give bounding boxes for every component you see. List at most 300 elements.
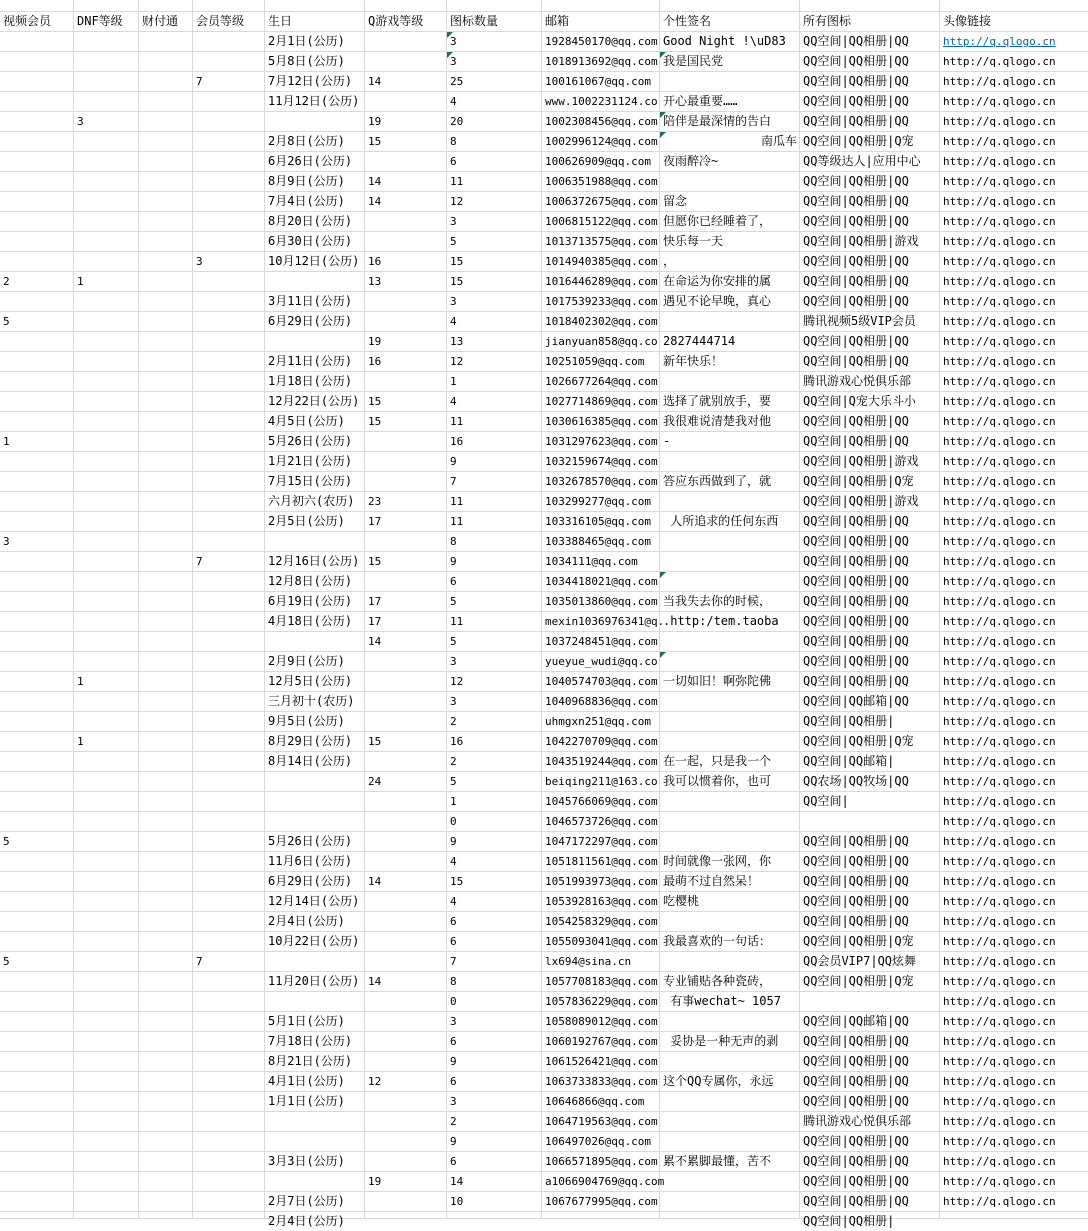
cell-icon-count[interactable]: 11 xyxy=(447,492,542,512)
cell-icon-count[interactable]: 5 xyxy=(447,592,542,612)
cell-email[interactable]: 1047172297@qq.com xyxy=(542,832,660,852)
cell-birthday[interactable]: 5月8日(公历) xyxy=(265,52,365,72)
cell-avatar-link[interactable]: http://q.qlogo.cn xyxy=(940,692,1088,712)
cell-signature[interactable] xyxy=(660,452,800,472)
cell-all-icons[interactable]: QQ空间|Q宠大乐斗小 xyxy=(800,392,940,412)
cell-signature[interactable]: 人所追求的任何东西 xyxy=(660,512,800,532)
cell-game-level[interactable]: 17 xyxy=(365,512,447,532)
cell-dnf-level[interactable] xyxy=(74,612,139,632)
cell-icon-count[interactable]: 11 xyxy=(447,412,542,432)
cell-signature[interactable]: 一切如旧！啊弥陀佛 xyxy=(660,672,800,692)
cell-icon-count[interactable]: 4 xyxy=(447,312,542,332)
cell-video-vip[interactable] xyxy=(0,332,74,352)
cell-tenpay[interactable] xyxy=(139,252,193,272)
cell-email[interactable]: 1040574703@qq.com xyxy=(542,672,660,692)
cell-member-level[interactable] xyxy=(193,272,265,292)
cell-avatar-link[interactable]: http://q.qlogo.cn xyxy=(940,152,1088,172)
cell-member-level[interactable] xyxy=(193,32,265,52)
header-icon-count[interactable]: 图标数量 xyxy=(447,12,542,32)
cell-birthday[interactable] xyxy=(265,332,365,352)
cell-birthday[interactable] xyxy=(265,532,365,552)
header-email[interactable]: 邮箱 xyxy=(542,12,660,32)
cell-all-icons[interactable]: QQ空间|QQ邮箱|QQ xyxy=(800,692,940,712)
cell-signature[interactable] xyxy=(660,952,800,972)
cell-all-icons[interactable]: QQ空间|QQ相册|QQ xyxy=(800,1052,940,1072)
cell-icon-count[interactable]: 6 xyxy=(447,152,542,172)
cell-member-level[interactable] xyxy=(193,612,265,632)
cell-member-level[interactable] xyxy=(193,192,265,212)
cell-icon-count[interactable]: 6 xyxy=(447,1032,542,1052)
cell-birthday[interactable] xyxy=(265,992,365,1012)
cell-signature[interactable]: 有事wechat~ 1057 xyxy=(660,992,800,1012)
cell-birthday[interactable]: 2月11日(公历) xyxy=(265,352,365,372)
cell-member-level[interactable] xyxy=(193,432,265,452)
header-birthday[interactable]: 生日 xyxy=(265,12,365,32)
cell-email[interactable]: 1002996124@qq.com xyxy=(542,132,660,152)
cell-signature[interactable] xyxy=(660,712,800,732)
cell-all-icons[interactable]: QQ空间|QQ相册|QQ xyxy=(800,592,940,612)
cell-icon-count[interactable]: 3 xyxy=(447,292,542,312)
cell-avatar-link[interactable]: http://q.qlogo.cn xyxy=(940,852,1088,872)
cell-email[interactable]: 1034418021@qq.com xyxy=(542,572,660,592)
cell-dnf-level[interactable]: 1 xyxy=(74,672,139,692)
cell-game-level[interactable]: 23 xyxy=(365,492,447,512)
cell-all-icons[interactable]: 腾讯游戏心悦俱乐部 xyxy=(800,1112,940,1132)
cell-dnf-level[interactable]: 1 xyxy=(74,272,139,292)
cell-tenpay[interactable] xyxy=(139,732,193,752)
cell-member-level[interactable] xyxy=(193,412,265,432)
cell-icon-count[interactable]: 16 xyxy=(447,732,542,752)
cell-dnf-level[interactable] xyxy=(74,1132,139,1152)
cell-tenpay[interactable] xyxy=(139,372,193,392)
cell-signature[interactable] xyxy=(660,1112,800,1132)
cell-tenpay[interactable] xyxy=(139,352,193,372)
cell-game-level[interactable] xyxy=(365,852,447,872)
cell-email[interactable]: uhmgxn251@qq.com xyxy=(542,712,660,732)
cell-member-level[interactable] xyxy=(193,532,265,552)
cell-email[interactable]: 1054258329@qq.com xyxy=(542,912,660,932)
cell-member-level[interactable] xyxy=(193,872,265,892)
cell-game-level[interactable] xyxy=(365,32,447,52)
cell-tenpay[interactable] xyxy=(139,312,193,332)
cell-all-icons[interactable]: QQ空间|QQ相册|QQ xyxy=(800,72,940,92)
cell-email[interactable]: 1042270709@qq.com xyxy=(542,732,660,752)
cell-member-level[interactable] xyxy=(193,972,265,992)
cell-signature[interactable] xyxy=(660,1012,800,1032)
cell-email[interactable]: 1066571895@qq.com xyxy=(542,1152,660,1172)
cell-birthday[interactable] xyxy=(265,772,365,792)
cell-video-vip[interactable] xyxy=(0,712,74,732)
cell-video-vip[interactable] xyxy=(0,972,74,992)
cell-game-level[interactable]: 14 xyxy=(365,872,447,892)
cell-email[interactable]: 1057836229@qq.com xyxy=(542,992,660,1012)
cell-game-level[interactable]: 15 xyxy=(365,732,447,752)
cell-member-level[interactable] xyxy=(193,1152,265,1172)
cell-birthday[interactable]: 10月22日(公历) xyxy=(265,932,365,952)
cell-dnf-level[interactable] xyxy=(74,292,139,312)
cell-avatar-link[interactable]: http://q.qlogo.cn xyxy=(940,1132,1088,1152)
cell-all-icons[interactable]: QQ会员VIP7|QQ炫舞 xyxy=(800,952,940,972)
cell-member-level[interactable] xyxy=(193,892,265,912)
cell-email[interactable]: 1031297623@qq.com xyxy=(542,432,660,452)
cell-birthday[interactable]: 8月29日(公历) xyxy=(265,732,365,752)
cell-game-level[interactable] xyxy=(365,292,447,312)
cell-video-vip[interactable] xyxy=(0,92,74,112)
cell-member-level[interactable] xyxy=(193,312,265,332)
cell-game-level[interactable] xyxy=(365,752,447,772)
cell-video-vip[interactable] xyxy=(0,132,74,152)
cell-dnf-level[interactable] xyxy=(74,832,139,852)
cell-email[interactable]: 1030616385@qq.com xyxy=(542,412,660,432)
cell-game-level[interactable]: 14 xyxy=(365,172,447,192)
cell-all-icons[interactable]: QQ空间|QQ相册| xyxy=(800,712,940,732)
cell-avatar-link[interactable]: http://q.qlogo.cn xyxy=(940,232,1088,252)
cell-avatar-link[interactable]: http://q.qlogo.cn xyxy=(940,732,1088,752)
cell-birthday[interactable] xyxy=(265,272,365,292)
cell-all-icons[interactable]: QQ空间|QQ相册|QQ xyxy=(800,852,940,872)
cell-all-icons[interactable]: QQ空间| xyxy=(800,792,940,812)
cell-video-vip[interactable] xyxy=(0,872,74,892)
cell-tenpay[interactable] xyxy=(139,1152,193,1172)
cell-avatar-link[interactable]: http://q.qlogo.cn xyxy=(940,192,1088,212)
cell-icon-count[interactable]: 3 xyxy=(447,32,542,52)
cell-dnf-level[interactable] xyxy=(74,772,139,792)
cell-signature[interactable]: 这个QQ专属你，永远 xyxy=(660,1072,800,1092)
cell-all-icons[interactable]: QQ空间|QQ相册|游戏 xyxy=(800,232,940,252)
cell-birthday[interactable] xyxy=(265,1132,365,1152)
cell-member-level[interactable] xyxy=(193,392,265,412)
cell-tenpay[interactable] xyxy=(139,272,193,292)
cell-video-vip[interactable] xyxy=(0,1072,74,1092)
cell-signature[interactable] xyxy=(660,632,800,652)
cell-video-vip[interactable] xyxy=(0,612,74,632)
cell-email[interactable]: 1016446289@qq.com xyxy=(542,272,660,292)
avatar-hyperlink[interactable]: http://q.qlogo.cn xyxy=(943,35,1056,48)
cell-dnf-level[interactable] xyxy=(74,1072,139,1092)
cell-birthday[interactable]: 4月18日(公历) xyxy=(265,612,365,632)
cell-birthday[interactable]: 12月14日(公历) xyxy=(265,892,365,912)
cell-all-icons[interactable]: QQ空间|QQ相册|QQ xyxy=(800,892,940,912)
cell-email[interactable]: 1040968836@qq.com xyxy=(542,692,660,712)
cell-avatar-link[interactable]: http://q.qlogo.cn xyxy=(940,832,1088,852)
cell-avatar-link[interactable]: http://q.qlogo.cn xyxy=(940,632,1088,652)
cell-birthday[interactable]: 3月3日(公历) xyxy=(265,1152,365,1172)
cell-dnf-level[interactable] xyxy=(74,752,139,772)
cell-signature[interactable] xyxy=(660,572,800,592)
cell-avatar-link[interactable]: http://q.qlogo.cn xyxy=(940,1032,1088,1052)
cell-avatar-link[interactable]: http://q.qlogo.cn xyxy=(940,1092,1088,1112)
cell-avatar-link[interactable]: http://q.qlogo.cn xyxy=(940,672,1088,692)
cell-birthday[interactable]: 4月5日(公历) xyxy=(265,412,365,432)
cell-avatar-link[interactable]: http://q.qlogo.cn xyxy=(940,572,1088,592)
cell-signature[interactable]: 陪伴是最深情的告白 xyxy=(660,112,800,132)
cell-icon-count[interactable]: 9 xyxy=(447,1052,542,1072)
cell-all-icons[interactable]: QQ空间|QQ相册|QQ xyxy=(800,92,940,112)
cell-all-icons[interactable]: QQ空间|QQ相册|QQ xyxy=(800,1152,940,1172)
cell-email[interactable]: 1046573726@qq.com xyxy=(542,812,660,832)
cell-dnf-level[interactable] xyxy=(74,1032,139,1052)
cell-tenpay[interactable] xyxy=(139,512,193,532)
cell-member-level[interactable] xyxy=(193,932,265,952)
cell-icon-count[interactable]: 5 xyxy=(447,232,542,252)
cell-video-vip[interactable] xyxy=(0,1032,74,1052)
cell-icon-count[interactable]: 4 xyxy=(447,892,542,912)
cell-dnf-level[interactable] xyxy=(74,532,139,552)
cell-email[interactable]: 1002308456@qq.com xyxy=(542,112,660,132)
cell-avatar-link[interactable]: http://q.qlogo.cn xyxy=(940,552,1088,572)
cell-member-level[interactable] xyxy=(193,512,265,532)
cell-dnf-level[interactable] xyxy=(74,332,139,352)
cell-email[interactable]: 1063733833@qq.com xyxy=(542,1072,660,1092)
cell-dnf-level[interactable] xyxy=(74,192,139,212)
cell-tenpay[interactable] xyxy=(139,792,193,812)
cell-birthday[interactable] xyxy=(265,1112,365,1132)
cell-icon-count[interactable]: 1 xyxy=(447,792,542,812)
cell-dnf-level[interactable] xyxy=(74,52,139,72)
cell-dnf-level[interactable] xyxy=(74,992,139,1012)
cell-game-level[interactable]: 12 xyxy=(365,1072,447,1092)
cell-all-icons[interactable]: 腾讯视频5级VIP会员 xyxy=(800,312,940,332)
cell-dnf-level[interactable] xyxy=(74,232,139,252)
cell-all-icons[interactable]: QQ空间|QQ相册|游戏 xyxy=(800,452,940,472)
cell-avatar-link[interactable]: http://q.qlogo.cn xyxy=(940,932,1088,952)
cell-signature[interactable]: 我最喜欢的一句话： xyxy=(660,932,800,952)
cell-member-level[interactable] xyxy=(193,472,265,492)
cell-icon-count[interactable]: 20 xyxy=(447,112,542,132)
header-video-vip[interactable]: 视频会员 xyxy=(0,12,74,32)
cell-member-level[interactable] xyxy=(193,212,265,232)
cell-all-icons[interactable]: QQ空间|QQ相册|QQ xyxy=(800,512,940,532)
cell-tenpay[interactable] xyxy=(139,612,193,632)
cell-signature[interactable]: 但愿你已经睡着了， xyxy=(660,212,800,232)
cell-icon-count[interactable]: 15 xyxy=(447,252,542,272)
cell-icon-count[interactable]: 6 xyxy=(447,912,542,932)
cell-all-icons[interactable]: QQ空间|QQ相册|QQ xyxy=(800,612,940,632)
cell-birthday[interactable]: 5月26日(公历) xyxy=(265,832,365,852)
cell-signature[interactable] xyxy=(660,812,800,832)
cell-tenpay[interactable] xyxy=(139,832,193,852)
cell-tenpay[interactable] xyxy=(139,112,193,132)
cell-all-icons[interactable]: QQ空间|QQ相册|Q宠 xyxy=(800,472,940,492)
cell-icon-count[interactable]: 4 xyxy=(447,852,542,872)
cell-birthday[interactable]: 12月16日(公历) xyxy=(265,552,365,572)
cell-birthday[interactable]: 1月1日(公历) xyxy=(265,1092,365,1112)
cell-video-vip[interactable] xyxy=(0,812,74,832)
cell-all-icons[interactable]: QQ空间|QQ相册|QQ xyxy=(800,832,940,852)
cell-signature[interactable]: 快乐每一天 xyxy=(660,232,800,252)
cell-all-icons[interactable]: QQ空间|QQ相册|游戏 xyxy=(800,492,940,512)
cell-avatar-link[interactable]: http://q.qlogo.cn xyxy=(940,912,1088,932)
cell-email[interactable]: 1018913692@qq.com xyxy=(542,52,660,72)
cell-member-level[interactable] xyxy=(193,1112,265,1132)
cell-email[interactable]: 1017539233@qq.com xyxy=(542,292,660,312)
cell-game-level[interactable] xyxy=(365,712,447,732)
cell-tenpay[interactable] xyxy=(139,392,193,412)
cell-tenpay[interactable] xyxy=(139,172,193,192)
cell-dnf-level[interactable] xyxy=(74,932,139,952)
cell-all-icons[interactable]: QQ空间|QQ相册|QQ xyxy=(800,652,940,672)
cell-birthday[interactable]: 六月初六(农历) xyxy=(265,492,365,512)
cell-tenpay[interactable] xyxy=(139,1172,193,1192)
cell-birthday[interactable]: 11月6日(公历) xyxy=(265,852,365,872)
cell-avatar-link[interactable]: http://q.qlogo.cn xyxy=(940,992,1088,1012)
cell-avatar-link[interactable]: http://q.qlogo.cn xyxy=(940,352,1088,372)
cell-dnf-level[interactable] xyxy=(74,952,139,972)
cell-signature[interactable]: 最萌不过自然呆！ xyxy=(660,872,800,892)
cell-avatar-link[interactable]: http://q.qlogo.cn xyxy=(940,52,1088,72)
cell-all-icons[interactable]: QQ空间|QQ相册|QQ xyxy=(800,212,940,232)
cell-tenpay[interactable] xyxy=(139,1092,193,1112)
cell-avatar-link[interactable]: http://q.qlogo.cn xyxy=(940,212,1088,232)
cell-member-level[interactable] xyxy=(193,752,265,772)
cell-icon-count[interactable]: 2 xyxy=(447,1112,542,1132)
cell-tenpay[interactable] xyxy=(139,52,193,72)
cell-member-level[interactable] xyxy=(193,1012,265,1032)
cell-email[interactable]: 1006372675@qq.com xyxy=(542,192,660,212)
cell-avatar-link[interactable]: http://q.qlogo.cn xyxy=(940,1012,1088,1032)
cell-member-level-empty[interactable] xyxy=(193,0,265,12)
cell-all-icons[interactable]: QQ空间|QQ相册|QQ xyxy=(800,632,940,652)
cell-email[interactable]: www.1002231124.co xyxy=(542,92,660,112)
cell-avatar-link[interactable]: http://q.qlogo.cn xyxy=(940,452,1088,472)
cell-avatar-link[interactable]: http://q.qlogo.cn xyxy=(940,272,1088,292)
cell-tenpay[interactable] xyxy=(139,192,193,212)
cell-tenpay[interactable] xyxy=(139,892,193,912)
header-avatar-link[interactable]: 头像链接 xyxy=(940,12,1088,32)
cell-video-vip[interactable] xyxy=(0,72,74,92)
cell-birthday[interactable]: 2月4日(公历) xyxy=(265,1212,365,1219)
cell-game-level[interactable] xyxy=(365,212,447,232)
cell-all-icons[interactable]: QQ空间|QQ邮箱|QQ xyxy=(800,1012,940,1032)
cell-member-level[interactable] xyxy=(193,852,265,872)
cell-tenpay[interactable] xyxy=(139,1012,193,1032)
cell-signature[interactable]: 时间就像一张网，你 xyxy=(660,852,800,872)
cell-birthday[interactable]: 11月12日(公历) xyxy=(265,92,365,112)
cell-game-level[interactable] xyxy=(365,1012,447,1032)
cell-video-vip[interactable] xyxy=(0,732,74,752)
cell-birthday[interactable]: 9月5日(公历) xyxy=(265,712,365,732)
cell-email[interactable]: 1006815122@qq.com xyxy=(542,212,660,232)
cell-member-level[interactable] xyxy=(193,112,265,132)
cell-icon-count[interactable]: 3 xyxy=(447,52,542,72)
cell-dnf-level[interactable] xyxy=(74,972,139,992)
cell-signature[interactable] xyxy=(660,1172,800,1192)
cell-email[interactable]: 10251059@qq.com xyxy=(542,352,660,372)
cell-member-level[interactable] xyxy=(193,52,265,72)
cell-dnf-level[interactable] xyxy=(74,1192,139,1212)
cell-birthday[interactable]: 7月18日(公历) xyxy=(265,1032,365,1052)
cell-member-level[interactable] xyxy=(193,1052,265,1072)
cell-email[interactable]: 100161067@qq.com xyxy=(542,72,660,92)
cell-member-level[interactable] xyxy=(193,712,265,732)
cell-signature[interactable]: 累不累脚最懂，苦不 xyxy=(660,1152,800,1172)
cell-avatar-link[interactable]: http://q.qlogo.cn xyxy=(940,772,1088,792)
cell-all-icons[interactable]: QQ空间|QQ相册|QQ xyxy=(800,432,940,452)
cell-icon-count-empty[interactable] xyxy=(447,0,542,12)
cell-tenpay[interactable] xyxy=(139,412,193,432)
cell-dnf-level[interactable] xyxy=(74,892,139,912)
cell-dnf-level[interactable] xyxy=(74,472,139,492)
cell-tenpay[interactable] xyxy=(139,772,193,792)
cell-game-level[interactable] xyxy=(365,1132,447,1152)
cell-game-level[interactable]: 15 xyxy=(365,132,447,152)
cell-all-icons[interactable]: QQ空间|QQ相册|QQ xyxy=(800,52,940,72)
cell-icon-count[interactable]: 2 xyxy=(447,712,542,732)
cell-icon-count[interactable]: 5 xyxy=(447,772,542,792)
cell-email[interactable]: 1013713575@qq.com xyxy=(542,232,660,252)
cell-tenpay[interactable] xyxy=(139,992,193,1012)
cell-all-icons[interactable]: QQ空间|QQ相册|QQ xyxy=(800,672,940,692)
cell-email[interactable]: 1064719563@qq.com xyxy=(542,1112,660,1132)
cell-avatar-link[interactable]: http://q.qlogo.cn xyxy=(940,72,1088,92)
cell-signature[interactable] xyxy=(660,652,800,672)
cell-birthday[interactable]: 8月14日(公历) xyxy=(265,752,365,772)
cell-video-vip[interactable] xyxy=(0,492,74,512)
cell-game-level[interactable] xyxy=(365,572,447,592)
cell-all-icons[interactable]: QQ空间|QQ相册|QQ xyxy=(800,292,940,312)
cell-member-level[interactable] xyxy=(193,572,265,592)
cell-icon-count[interactable]: 11 xyxy=(447,172,542,192)
cell-all-icons[interactable]: QQ空间|QQ相册|QQ xyxy=(800,1072,940,1092)
cell-icon-count[interactable]: 15 xyxy=(447,272,542,292)
cell-signature[interactable]: 开心最重要…… xyxy=(660,92,800,112)
cell-email[interactable]: 1928450170@qq.com xyxy=(542,32,660,52)
cell-all-icons[interactable]: QQ空间|QQ相册| xyxy=(800,1212,940,1219)
cell-member-level[interactable] xyxy=(193,492,265,512)
cell-game-level[interactable] xyxy=(365,52,447,72)
cell-dnf-level-empty[interactable] xyxy=(74,0,139,12)
cell-avatar-link[interactable]: http://q.qlogo.cn xyxy=(940,752,1088,772)
cell-avatar-link[interactable]: http://q.qlogo.cn xyxy=(940,592,1088,612)
cell-avatar-link[interactable]: http://q.qlogo.cn xyxy=(940,1052,1088,1072)
cell-birthday[interactable]: 4月1日(公历) xyxy=(265,1072,365,1092)
cell-signature[interactable]: 在命运为你安排的属 xyxy=(660,272,800,292)
cell-video-vip[interactable] xyxy=(0,292,74,312)
cell-signature[interactable]: 遇见不论早晚，真心 xyxy=(660,292,800,312)
cell-icon-count[interactable]: 8 xyxy=(447,132,542,152)
cell-icon-count[interactable]: 3 xyxy=(447,652,542,672)
cell-game-level[interactable] xyxy=(365,312,447,332)
cell-member-level[interactable]: 7 xyxy=(193,952,265,972)
cell-game-level[interactable] xyxy=(365,1192,447,1212)
cell-email[interactable]: 103316105@qq.com xyxy=(542,512,660,532)
cell-video-vip[interactable] xyxy=(0,692,74,712)
cell-avatar-link[interactable]: http://q.qlogo.cn xyxy=(940,532,1088,552)
cell-signature[interactable] xyxy=(660,732,800,752)
cell-tenpay[interactable] xyxy=(139,1112,193,1132)
cell-tenpay[interactable] xyxy=(139,232,193,252)
cell-email[interactable]: 1043519244@qq.com xyxy=(542,752,660,772)
cell-tenpay[interactable] xyxy=(139,152,193,172)
cell-video-vip[interactable] xyxy=(0,852,74,872)
cell-signature[interactable] xyxy=(660,312,800,332)
cell-tenpay[interactable] xyxy=(139,592,193,612)
cell-video-vip[interactable] xyxy=(0,192,74,212)
cell-birthday[interactable]: 12月5日(公历) xyxy=(265,672,365,692)
cell-dnf-level[interactable] xyxy=(74,812,139,832)
cell-dnf-level[interactable] xyxy=(74,632,139,652)
cell-dnf-level[interactable] xyxy=(74,1172,139,1192)
cell-signature[interactable] xyxy=(660,832,800,852)
cell-signature[interactable]: 答应东西做到了，就 xyxy=(660,472,800,492)
cell-tenpay[interactable] xyxy=(139,452,193,472)
cell-icon-count[interactable]: 6 xyxy=(447,932,542,952)
cell-member-level[interactable] xyxy=(193,352,265,372)
cell-member-level[interactable] xyxy=(193,152,265,172)
cell-video-vip[interactable]: 5 xyxy=(0,832,74,852)
cell-tenpay[interactable] xyxy=(139,652,193,672)
cell-member-level[interactable] xyxy=(193,1072,265,1092)
